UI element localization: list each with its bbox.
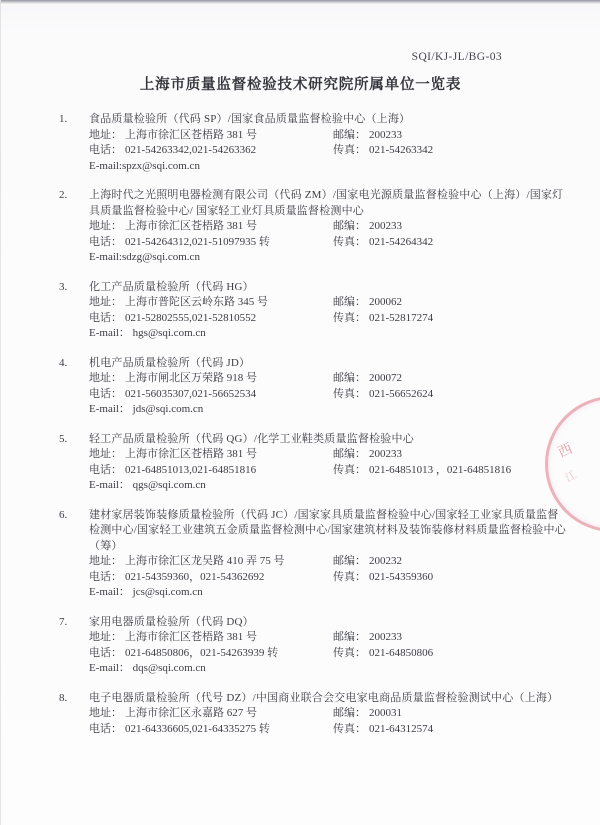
postcode-line <box>333 128 567 144</box>
postcode-line <box>333 630 567 646</box>
phone-label: 电话： <box>89 722 122 735</box>
email-row <box>89 250 567 266</box>
phone-row <box>89 143 567 159</box>
phone-label: 电话： <box>89 235 122 248</box>
unit-number: 2. <box>59 189 68 201</box>
postcode-line <box>333 371 567 387</box>
email-line: E-mail： jds@sqi.com.cn <box>89 403 204 415</box>
red-stamp-text-secondary: 江 <box>563 468 579 485</box>
phone-row <box>89 387 567 403</box>
postcode-line <box>333 447 567 463</box>
address-row <box>89 295 567 311</box>
unit-entry <box>59 508 567 601</box>
email-row <box>89 585 567 601</box>
phone-line <box>89 143 333 159</box>
email-line: E-mail:spzx@sqi.com.cn <box>89 159 200 172</box>
unit-entry <box>59 432 567 494</box>
phone-line <box>89 235 333 251</box>
address-label: 地址： <box>89 296 122 308</box>
phone-value: 021-54263342,021-54263362 <box>125 144 257 156</box>
address-label: 地址： <box>89 128 122 141</box>
fax-label: 传真： <box>333 235 366 248</box>
unit-number: 6. <box>59 508 68 521</box>
unit-name: 建材家居装饰装修质量检验所（代码 JC）/国家家具质量监督检验中心/国家轻工业家具质量监督检测中心/国家轻工业建筑五金质量监督检测中心/国家建筑材料及装饰装修材料质量监督检验中心（筹） <box>89 508 566 552</box>
unit-name: 轻工产品质量检验所（代码 QG）/化学工业鞋类质量监督检验中心 <box>89 432 414 445</box>
address-value: 上海市徐汇区苍梧路 381 号 <box>125 631 257 643</box>
fax-line <box>333 646 567 662</box>
unit-number: 8. <box>59 691 68 704</box>
phone-row <box>89 235 567 251</box>
address-row <box>89 554 567 570</box>
address-line <box>89 371 333 387</box>
phone-row <box>89 646 567 662</box>
fax-line <box>333 463 567 479</box>
postcode-label: 邮编： <box>333 555 366 567</box>
fax-line <box>333 570 567 586</box>
fax-value: 021-64850806 <box>369 646 434 659</box>
phone-row <box>89 570 567 586</box>
address-label: 地址： <box>89 220 122 232</box>
address-value: 上海市徐汇区苍梧路 381 号 <box>125 128 257 141</box>
email-line: E-mail： dqs@sqi.com.cn <box>89 662 206 674</box>
address-value: 上海市徐汇区龙吴路 410 弄 75 号 <box>125 555 285 567</box>
phone-value: 021-54359360，021-54362692 <box>125 570 265 583</box>
fax-value: 021-52817274 <box>369 311 434 324</box>
email-row <box>89 402 567 418</box>
email-row <box>89 159 567 175</box>
address-label: 地址： <box>89 372 122 384</box>
unit-name: 电子电器质量检验所（代号 DZ）/中国商业联合会交电家电商品质量监督检验测试中心（上海） <box>89 691 559 704</box>
unit-name: 化工产品质量检验所（代码 HG） <box>89 280 254 293</box>
phone-value: 021-64336605,021-64335275 转 <box>125 722 270 735</box>
phone-value: 021-52802555,021-52810552 <box>125 311 257 324</box>
address-value: 上海市普陀区云岭东路 345 号 <box>125 296 268 308</box>
postcode-value: 200062 <box>369 296 402 308</box>
address-label: 地址： <box>89 631 122 643</box>
postcode-label: 邮编： <box>333 372 366 384</box>
postcode-label: 邮编： <box>333 220 366 232</box>
unit-name: 机电产品质量检验所（代码 JD） <box>89 356 251 369</box>
phone-label: 电话： <box>89 311 122 324</box>
address-line <box>89 554 333 570</box>
postcode-label: 邮编： <box>333 128 366 141</box>
postcode-label: 邮编： <box>333 448 366 460</box>
email-row <box>89 326 567 342</box>
address-line <box>89 128 333 144</box>
unit-entry <box>59 356 567 418</box>
phone-label: 电话： <box>89 463 122 476</box>
scan-top-edge-shadow <box>1 0 600 4</box>
address-line <box>89 295 333 311</box>
unit-entry <box>59 112 567 174</box>
address-line <box>89 706 333 722</box>
phone-value: 021-56035307,021-56652534 <box>125 387 257 400</box>
unit-body <box>89 112 567 174</box>
phone-label: 电话： <box>89 570 122 583</box>
postcode-value: 200233 <box>369 448 402 460</box>
phone-value: 021-54264312,021-51097935 转 <box>125 235 270 248</box>
email-row <box>89 661 567 677</box>
unit-body <box>89 615 567 677</box>
fax-line <box>333 722 567 738</box>
fax-line <box>333 235 567 251</box>
unit-body <box>89 280 567 342</box>
unit-entry <box>59 691 567 738</box>
unit-body <box>89 188 567 266</box>
phone-label: 电话： <box>89 387 122 400</box>
fax-value: 021-56652624 <box>369 387 434 400</box>
fax-label: 传真： <box>333 463 366 476</box>
phone-line <box>89 722 333 738</box>
unit-number: 5. <box>59 432 68 445</box>
fax-label: 传真： <box>333 722 366 735</box>
fax-label: 传真： <box>333 311 366 324</box>
postcode-value: 200072 <box>369 372 402 384</box>
phone-label: 电话： <box>89 646 122 659</box>
address-label: 地址： <box>89 707 122 719</box>
fax-label: 传真： <box>333 144 366 156</box>
email-line: E-mail： jcs@sqi.com.cn <box>89 586 203 598</box>
address-value: 上海市徐汇区苍梧路 381 号 <box>125 220 257 232</box>
unit-body <box>89 432 567 494</box>
address-row <box>89 706 567 722</box>
unit-number: 4. <box>59 356 68 369</box>
address-value: 上海市闸北区万荣路 918 号 <box>125 372 257 384</box>
postcode-value: 200233 <box>369 128 402 141</box>
email-row <box>89 478 567 494</box>
unit-entry <box>59 188 567 266</box>
phone-line <box>89 387 333 403</box>
unit-name: 食品质量检验所（代码 SP）/国家食品质量监督检验中心（上海） <box>89 113 411 125</box>
address-row <box>89 219 567 235</box>
phone-value: 021-64851013,021-64851816 <box>125 463 257 476</box>
red-stamp-text: 西 <box>556 441 576 462</box>
fax-label: 传真： <box>333 646 366 659</box>
unit-name: 上海时代之光照明电器检测有限公司（代码 ZM）/国家电光源质量监督检验中心（上海）/国家灯具质量监督检验中心/ 国家轻工业灯具质量监督检测中心 <box>89 189 564 217</box>
postcode-value: 200031 <box>369 707 402 719</box>
address-label: 地址： <box>89 448 122 460</box>
postcode-line <box>333 219 567 235</box>
postcode-value: 200232 <box>369 555 402 567</box>
fax-value: 021-54263342 <box>369 144 434 156</box>
postcode-label: 邮编： <box>333 707 366 719</box>
phone-row <box>89 311 567 327</box>
phone-label: 电话： <box>89 144 122 156</box>
unit-list <box>59 112 567 751</box>
email-line: E-mail： qgs@sqi.com.cn <box>89 479 206 491</box>
unit-number: 1. <box>59 113 68 125</box>
unit-body <box>89 356 567 418</box>
fax-line <box>333 143 567 159</box>
fax-label: 传真： <box>333 570 366 583</box>
fax-value: 021-64851013 ，021-64851816 <box>369 463 512 476</box>
phone-row <box>89 463 567 479</box>
address-row <box>89 128 567 144</box>
phone-row <box>89 722 567 738</box>
unit-number: 3. <box>59 280 68 293</box>
address-row <box>89 630 567 646</box>
address-value: 上海市徐汇区苍梧路 381 号 <box>125 448 257 460</box>
postcode-line <box>333 706 567 722</box>
fax-value: 021-54359360 <box>369 570 434 583</box>
fax-value: 021-64312574 <box>369 722 434 735</box>
email-line: E-mail:sdzg@sqi.com.cn <box>89 251 200 263</box>
postcode-value: 200233 <box>369 631 402 643</box>
address-value: 上海市徐汇区永嘉路 627 号 <box>125 707 257 719</box>
fax-line <box>333 387 567 403</box>
unit-entry <box>59 615 567 677</box>
unit-entry <box>59 280 567 342</box>
postcode-label: 邮编： <box>333 296 366 308</box>
email-line: E-mail： hgs@sqi.com.cn <box>89 327 206 339</box>
unit-number: 7. <box>59 615 68 628</box>
phone-line <box>89 570 333 586</box>
address-line <box>89 219 333 235</box>
phone-line <box>89 463 333 479</box>
page-title: 上海市质量监督检验技术研究院所属单位一览表 <box>139 77 462 93</box>
address-line <box>89 630 333 646</box>
fax-line <box>333 311 567 327</box>
postcode-line <box>333 554 567 570</box>
phone-line <box>89 311 333 327</box>
postcode-label: 邮编： <box>333 631 366 643</box>
unit-body <box>89 691 567 738</box>
address-label: 地址： <box>89 555 122 567</box>
unit-name: 家用电器质量检验所（代码 DQ） <box>89 615 254 628</box>
fax-value: 021-54264342 <box>369 235 434 248</box>
address-line <box>89 447 333 463</box>
phone-line <box>89 646 333 662</box>
document-code: SQI/KJ-JL/BG-03 <box>411 51 502 63</box>
fax-label: 传真： <box>333 387 366 400</box>
postcode-value: 200233 <box>369 220 402 232</box>
postcode-line <box>333 295 567 311</box>
address-row <box>89 447 567 463</box>
unit-body <box>89 508 567 601</box>
phone-value: 021-64850806，021-54263939 转 <box>125 646 279 659</box>
address-row <box>89 371 567 387</box>
